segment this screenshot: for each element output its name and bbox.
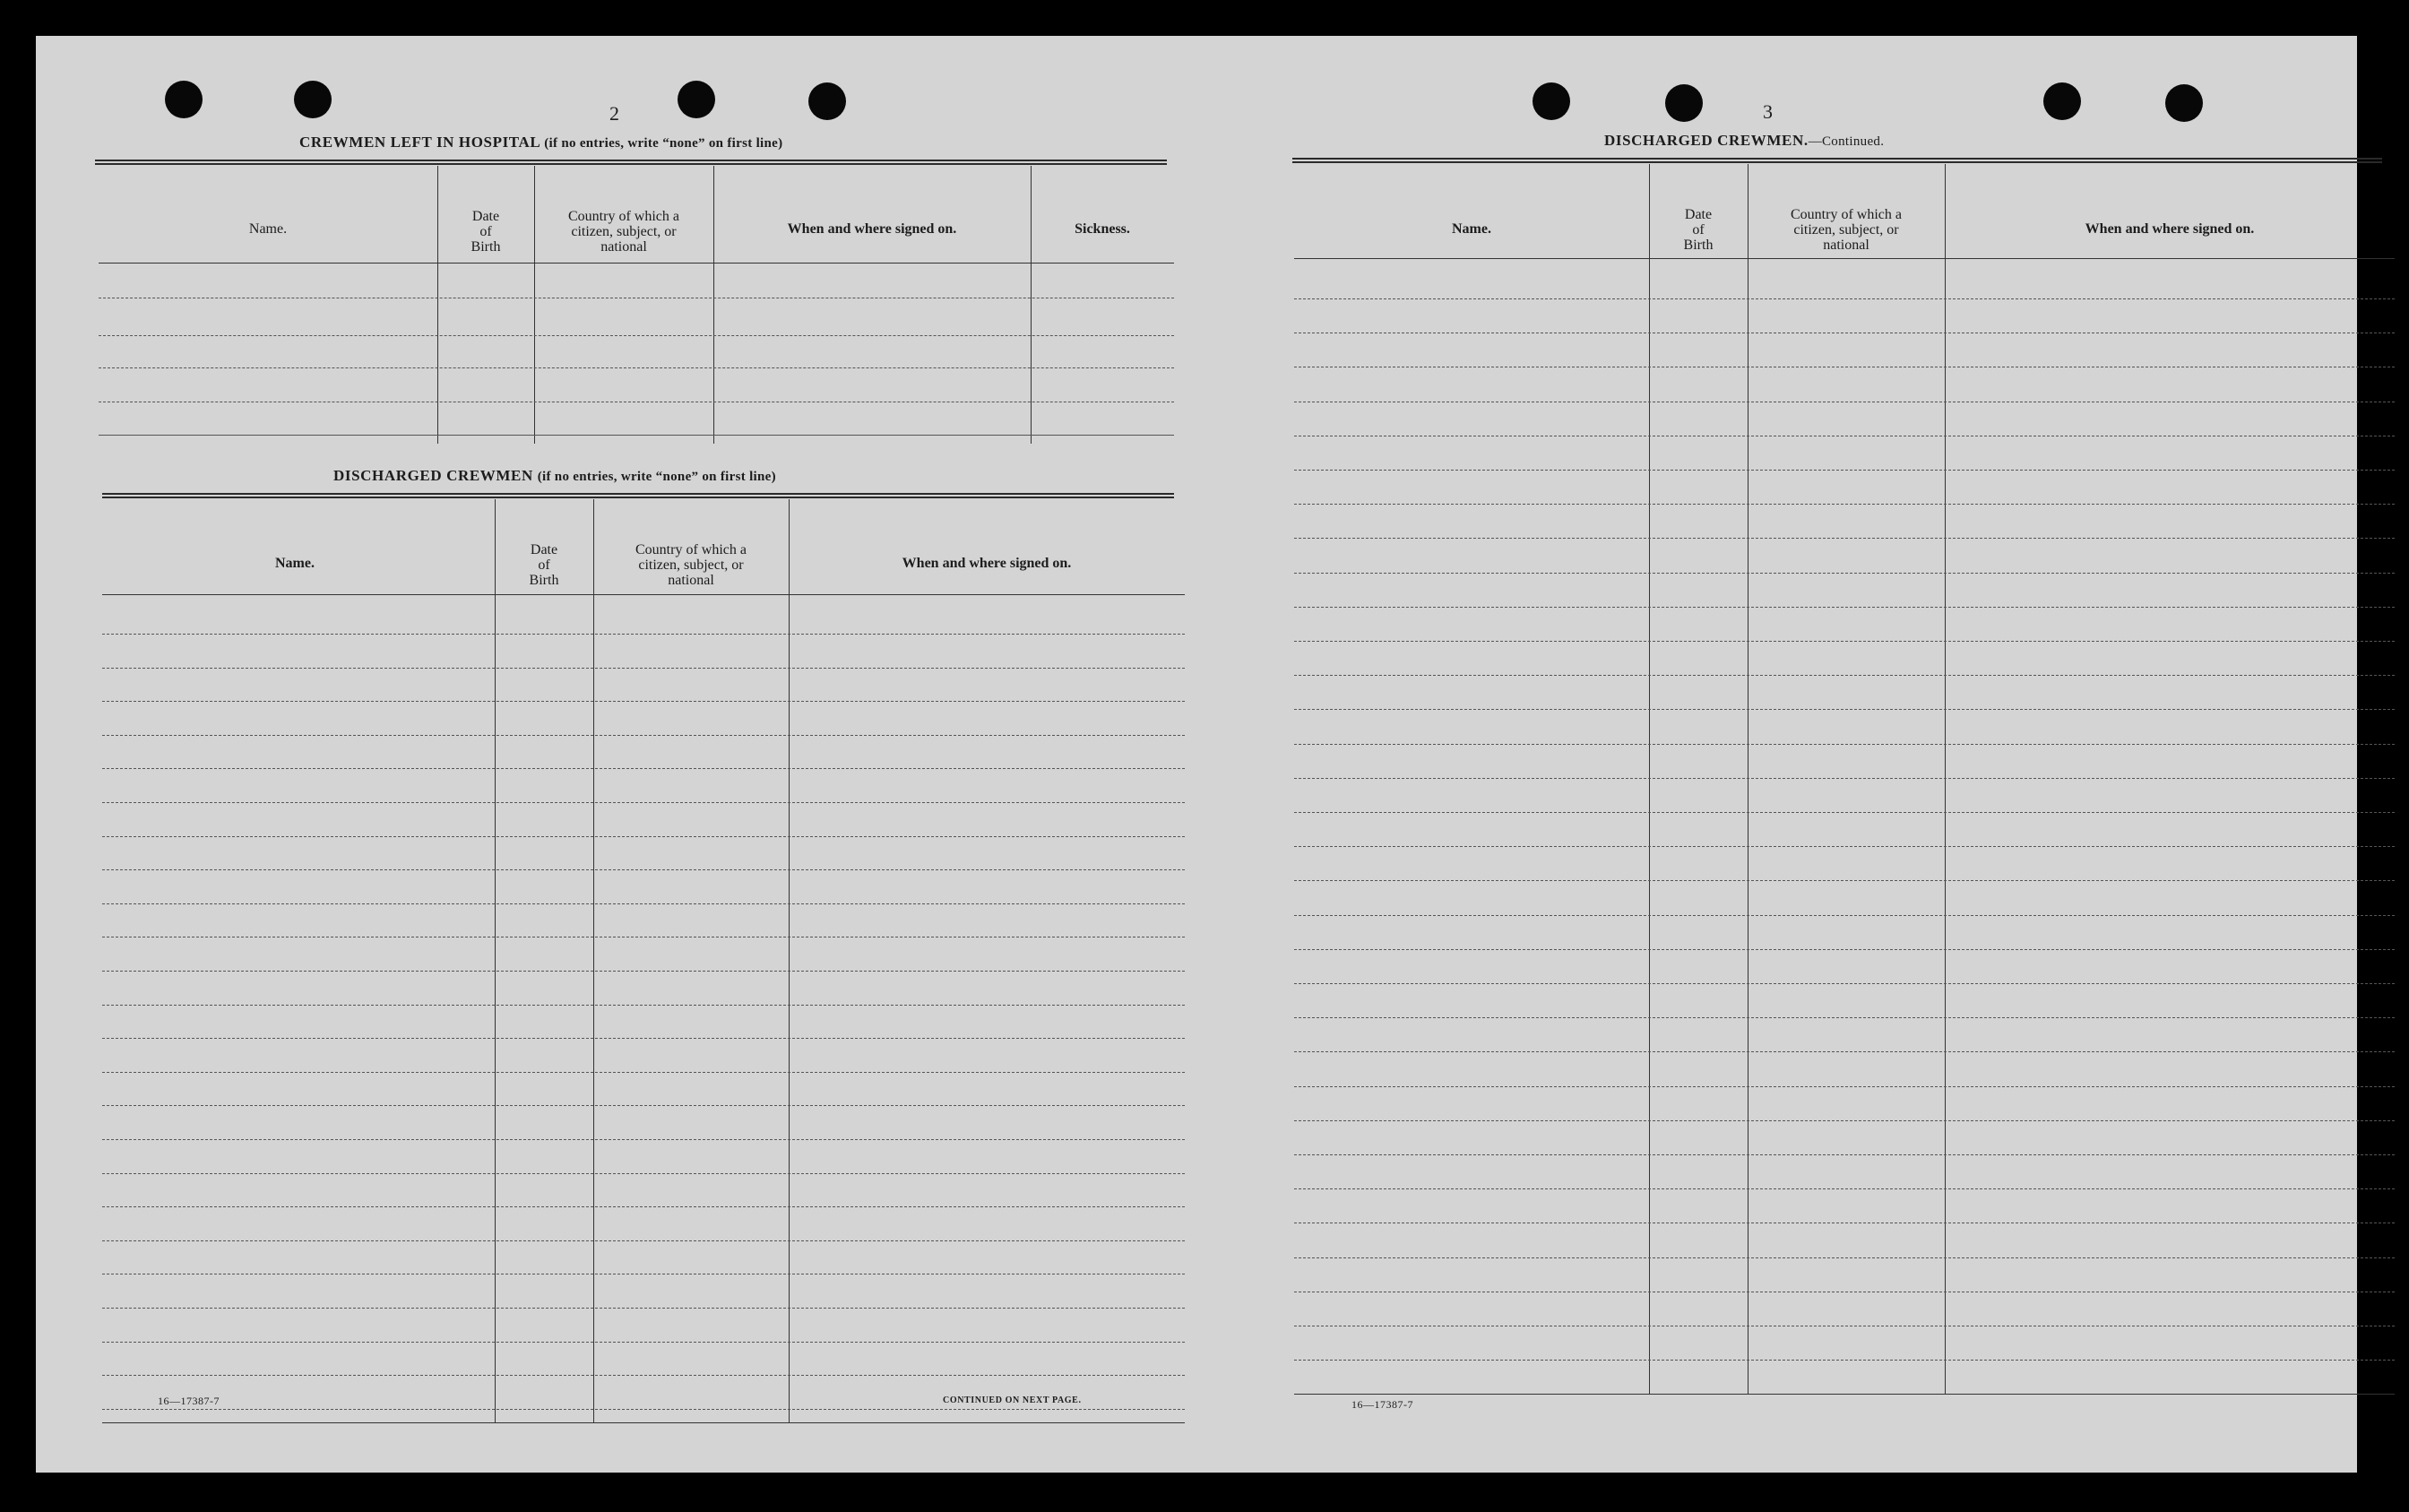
table-row[interactable] — [1294, 1154, 2395, 1155]
table-row[interactable] — [102, 971, 1185, 972]
table-row[interactable] — [1294, 1120, 2395, 1121]
discharged-continued-title — [1604, 132, 1884, 150]
table-row[interactable] — [102, 634, 1185, 635]
table-row[interactable] — [102, 1139, 1185, 1140]
table-row[interactable] — [1294, 983, 2395, 984]
page-number: 2 — [609, 102, 619, 125]
table-row[interactable] — [1294, 812, 2395, 813]
hospital-title-text: CREWMEN LEFT IN HOSPITAL — [299, 134, 540, 151]
table-row[interactable] — [102, 668, 1185, 669]
right-page — [1201, 36, 2357, 1473]
continued-col-country: Country of which a citizen, subject, or national — [1791, 207, 1902, 253]
form-number: 16—17387-7 — [158, 1395, 220, 1407]
table-row[interactable] — [1294, 607, 2395, 608]
binder-hole — [165, 81, 203, 118]
discharged-continued-table — [1294, 164, 2395, 1394]
table-row[interactable] — [1294, 1257, 2395, 1258]
hospital-table — [99, 166, 1174, 444]
table-row[interactable] — [99, 367, 1174, 368]
table-row[interactable] — [1294, 298, 2395, 299]
table-row[interactable] — [102, 1409, 1185, 1410]
table-row[interactable] — [1294, 949, 2395, 950]
binder-hole — [1665, 84, 1703, 122]
table-row[interactable] — [1294, 846, 2395, 847]
continued-note: CONTINUED ON NEXT PAGE. — [943, 1395, 1082, 1405]
table-row[interactable] — [1294, 573, 2395, 574]
discharged-table — [102, 499, 1185, 1422]
table-row[interactable] — [102, 1375, 1185, 1376]
discharged-continued-text: DISCHARGED CREWMEN. — [1604, 132, 1809, 149]
table-row[interactable] — [102, 1038, 1185, 1039]
table-row[interactable] — [1294, 675, 2395, 676]
table-row[interactable] — [102, 768, 1185, 769]
table-row[interactable] — [1294, 778, 2395, 779]
table-row[interactable] — [1294, 1360, 2395, 1361]
hospital-col-sickness: Sickness. — [1075, 221, 1130, 237]
table-row[interactable] — [1294, 538, 2395, 539]
table-row[interactable] — [102, 1308, 1185, 1309]
hospital-title-rule — [95, 160, 1167, 165]
table-row[interactable] — [102, 1240, 1185, 1241]
table-row[interactable] — [1294, 1086, 2395, 1087]
table-row[interactable] — [102, 1072, 1185, 1073]
continued-suffix: —Continued. — [1808, 134, 1885, 149]
hospital-col-country: Country of which a citizen, subject, or national — [568, 209, 679, 255]
table-row[interactable] — [1294, 1188, 2395, 1189]
continued-col-dob: Date of Birth — [1683, 207, 1714, 253]
table-row[interactable] — [102, 869, 1185, 870]
binder-hole — [294, 81, 332, 118]
table-row[interactable] — [102, 1342, 1185, 1343]
form-sheet — [36, 36, 2357, 1473]
binder-hole — [2043, 82, 2081, 120]
binder-hole — [2165, 84, 2203, 122]
table-row[interactable] — [1294, 915, 2395, 916]
page-number: 3 — [1763, 100, 1773, 123]
hospital-title-note: (if no entries, write “none” on first line) — [544, 136, 783, 151]
table-row[interactable] — [102, 1173, 1185, 1174]
table-row[interactable] — [102, 701, 1185, 702]
table-row[interactable] — [102, 802, 1185, 803]
discharged-col-name: Name. — [275, 556, 315, 571]
table-row[interactable] — [102, 903, 1185, 904]
table-row[interactable] — [1294, 641, 2395, 642]
discharged-title-note: (if no entries, write “none” on first line) — [537, 470, 776, 484]
form-number: 16—17387-7 — [1351, 1398, 1413, 1411]
table-row[interactable] — [102, 1005, 1185, 1006]
discharged-col-dob: Date of Birth — [529, 542, 559, 588]
table-row[interactable] — [1294, 744, 2395, 745]
table-row[interactable] — [102, 1206, 1185, 1207]
binder-hole — [808, 82, 846, 120]
table-row[interactable] — [1294, 880, 2395, 881]
table-row[interactable] — [102, 735, 1185, 736]
continued-title-rule — [1292, 158, 2382, 163]
table-row[interactable] — [102, 1105, 1185, 1106]
discharged-title-text: DISCHARGED CREWMEN — [333, 467, 533, 484]
table-row[interactable] — [1294, 504, 2395, 505]
continued-col-signed-on: When and where signed on. — [2085, 221, 2255, 237]
discharged-col-country: Country of which a citizen, subject, or national — [635, 542, 747, 588]
discharged-title-rule — [102, 493, 1174, 498]
table-row[interactable] — [99, 435, 1174, 436]
binder-hole — [678, 81, 715, 118]
table-row[interactable] — [1294, 470, 2395, 471]
table-row[interactable] — [1294, 1017, 2395, 1018]
hospital-col-signed-on: When and where signed on. — [787, 221, 957, 237]
table-row[interactable] — [99, 335, 1174, 336]
discharged-col-signed-on: When and where signed on. — [902, 556, 1072, 571]
binder-hole — [1533, 82, 1570, 120]
left-page — [36, 36, 1201, 1473]
discharged-section-title — [333, 467, 776, 485]
table-row[interactable] — [1294, 709, 2395, 710]
hospital-col-name: Name. — [248, 221, 288, 237]
table-row[interactable] — [102, 836, 1185, 837]
continued-col-name: Name. — [1452, 221, 1491, 237]
hospital-section-title — [299, 134, 782, 151]
hospital-col-dob: Date of Birth — [471, 209, 501, 255]
table-row[interactable] — [1294, 1051, 2395, 1052]
